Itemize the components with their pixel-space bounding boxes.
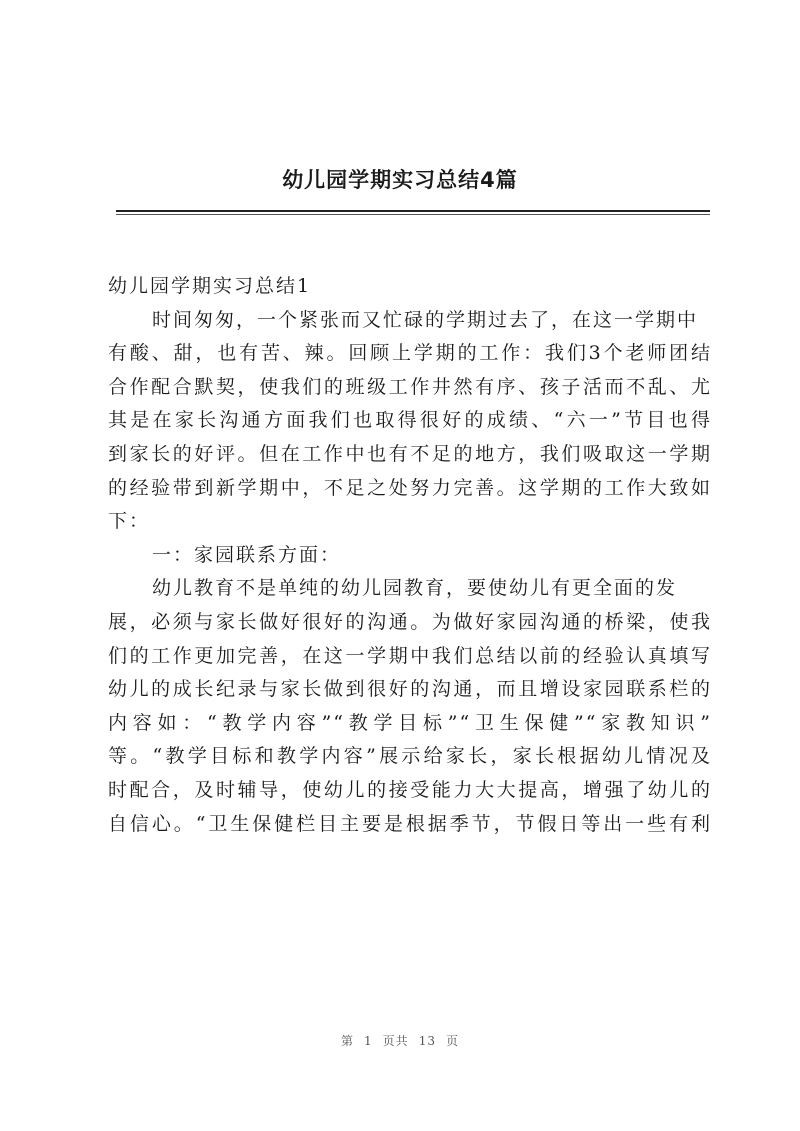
footer-total-pages: 13 [418,1034,436,1048]
paragraph-line: 的经验带到新学期中，不足之处努力完善。这学期的工作大致如 [108,476,712,499]
section-heading: 幼儿园学期实习总结1 [108,275,312,297]
footer-page-of: 页共 [382,1034,409,1048]
title-divider-thin [116,214,710,215]
subsection-heading: 一：家园联系方面： [152,543,342,566]
paragraph-line: 有酸、甜，也有苦、辣。回顾上学期的工作：我们3个老师团结 [108,342,712,365]
paragraph-line: 时配合，及时辅导，使幼儿的接受能力大大提高，增强了幼儿的 [108,778,712,801]
paragraph-line: 其是在家长沟通方面我们也取得很好的成绩、“六一”节目也得 [108,409,712,432]
paragraph-line: 时间匆匆，一个紧张而又忙碌的学期过去了，在这一学期中 [152,308,699,331]
footer-page-suffix: 页 [445,1034,459,1048]
page-footer [0,1032,800,1049]
paragraph-line: 合作配合默契，使我们的班级工作井然有序、孩子活而不乱、尤 [108,375,712,398]
paragraph-line: 到家长的好评。但在工作中也有不足的地方，我们吸取这一学期 [108,442,712,465]
footer-page-number: 1 [364,1034,373,1048]
paragraph-line: 等。“教学目标和教学内容”展示给家长，家长根据幼儿情况及 [108,745,712,768]
footer-page-label: 第 [341,1034,355,1048]
paragraph-line: 幼儿的成长纪录与家长做到很好的沟通，而且增设家园联系栏的 [108,678,712,701]
title-divider [116,210,710,212]
document-body [108,270,712,841]
paragraph-line: 下： [108,510,151,533]
paragraph-line: 幼儿教育不是单纯的幼儿园教育，要使幼儿有更全面的发 [152,577,678,600]
paragraph-line: 自信心。“卫生保健栏目主要是根据季节，节假日等出一些有利 [108,812,712,835]
paragraph-line: 们的工作更加完善，在这一学期中我们总结以前的经验认真填写 [108,644,712,667]
paragraph-line: 展，必须与家长做好很好的沟通。为做好家园沟通的桥梁，使我 [108,610,712,633]
paragraph-line: 内容如：“教学内容”“教学目标”“卫生保健”“家教知识” [108,711,712,734]
document-title: 幼儿园学期实习总结4篇 [282,168,518,192]
